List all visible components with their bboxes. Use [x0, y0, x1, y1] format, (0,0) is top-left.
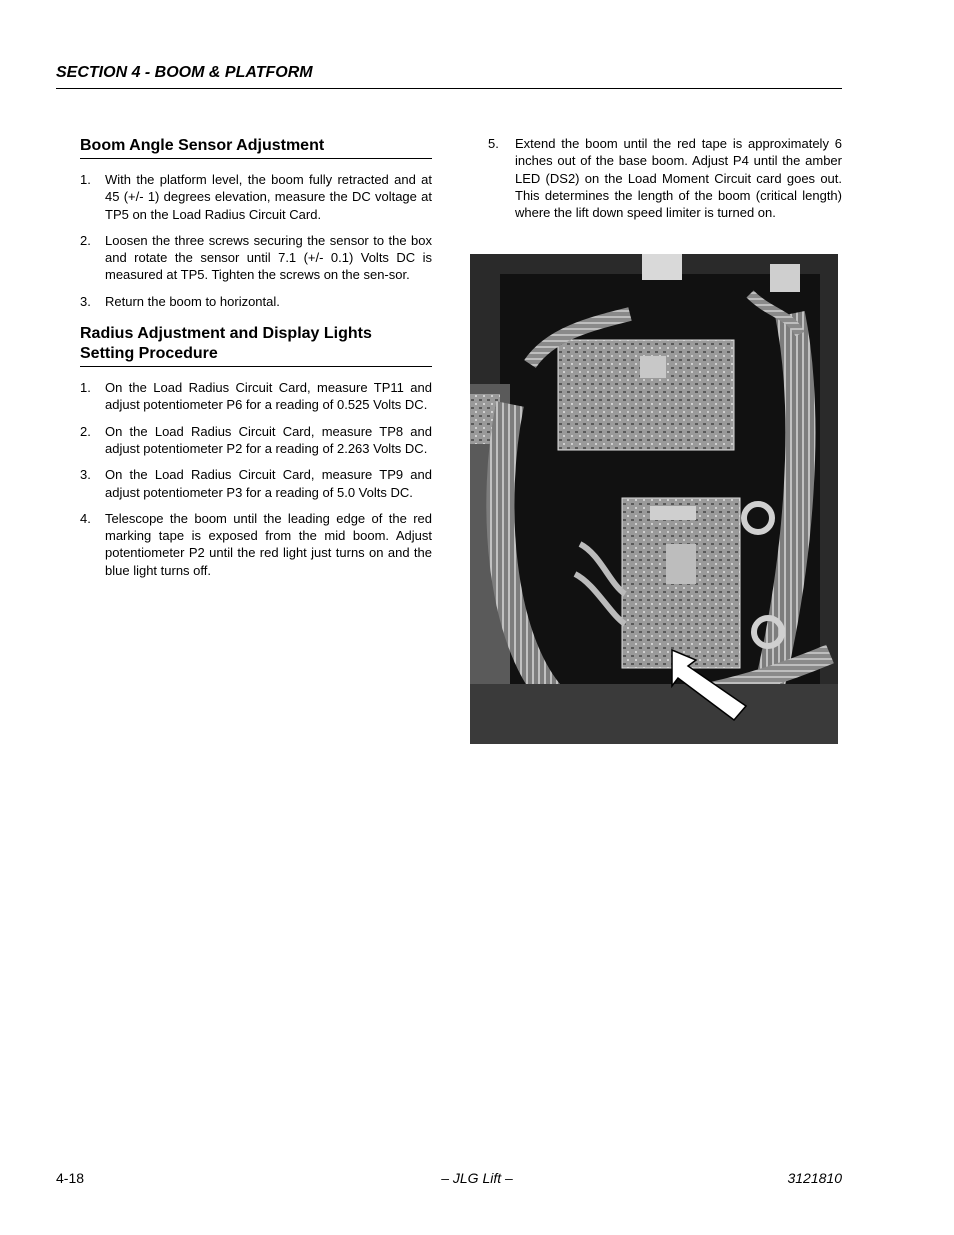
list-item: 1. On the Load Radius Circuit Card, measure TP11 and adjust potentiometer P6 for a reading of 0.525 Volts DC. — [80, 380, 432, 413]
right-column — [488, 135, 842, 230]
list-item: 1. With the platform level, the boom fully retracted and at 45 (+/- 1) degrees elevation, measure the DC voltage at TP5 on the Load Radius Circuit Card. — [80, 172, 432, 222]
document-number: 3121810 — [787, 1170, 842, 1186]
list-item: 5. Extend the boom until the red tape is approximately 6 inches out of the base boom. Adjust P4 until the amber LED (DS2) on the Load Moment Circuit card goes out. This determines the length of the boom (critical length) where the lift down speed limiter is turned on. — [488, 136, 842, 221]
list-item: 2. On the Load Radius Circuit Card, measure TP8 and adjust potentiometer P2 for a reading of 2.263 Volts DC. — [80, 423, 432, 456]
list-item: 3. On the Load Radius Circuit Card, measure TP9 and adjust potentiometer P3 for a reading of 5.0 Volts DC. — [80, 467, 432, 500]
radius-heading: Radius Adjustment and Display Lights Setting Procedure — [80, 324, 432, 367]
list-item: 2. Loosen the three screws securing the sensor to the box and rotate the sensor until 7.1 (+/- 0.1) Volts DC is measured at TP5. Tighten the screws on the sen-sor. — [80, 232, 432, 283]
list-item: 3. Return the boom to horizontal. — [80, 293, 280, 309]
section-header: SECTION 4 - BOOM & PLATFORM — [56, 64, 842, 89]
boom-angle-heading: Boom Angle Sensor Adjustment — [80, 136, 432, 159]
circuit-box-photo — [470, 254, 838, 744]
list-item: 4. Telescope the boom until the leading edge of the red marking tape is exposed from the mid boom. Adjust potentiometer P2 until the red light just turns on and the blue light turns off. — [80, 510, 432, 578]
page-number: 4-18 — [56, 1170, 85, 1186]
boom-angle-steps — [80, 171, 432, 310]
footer-brand: – JLG Lift – — [441, 1170, 513, 1186]
left-column — [80, 136, 432, 588]
radius-steps — [80, 379, 432, 579]
circuit-box-illustration — [470, 254, 838, 744]
right-steps — [488, 135, 842, 221]
